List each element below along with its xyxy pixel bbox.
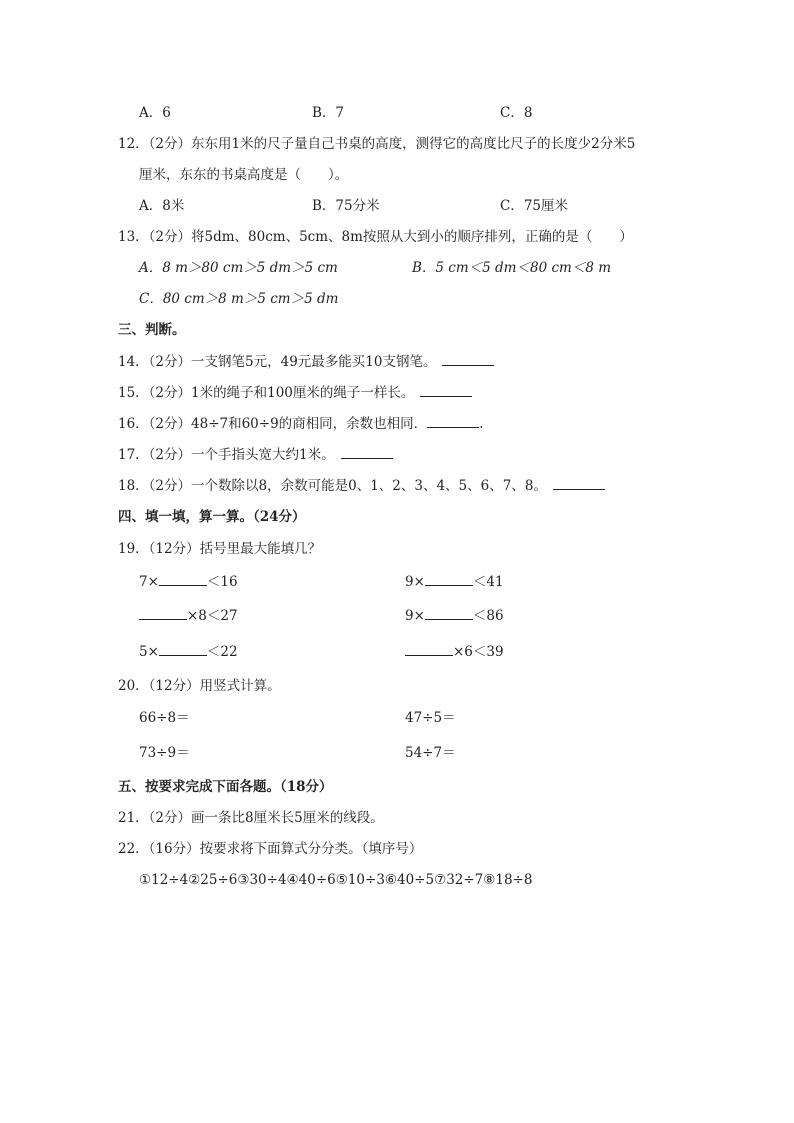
q14-row xyxy=(118,353,494,371)
q19-item-2-pre: 9× xyxy=(405,574,425,590)
q20-item-4: 54÷7＝ xyxy=(405,745,456,761)
q19-item-2-blank[interactable] xyxy=(425,573,473,586)
q22-expressions: ①12÷4②25÷6③30÷4④40÷6⑤10÷3⑥40÷5⑦32÷7⑧18÷8 xyxy=(139,872,533,888)
q18-answer-blank[interactable] xyxy=(553,477,605,490)
q20-item-2: 47÷5＝ xyxy=(405,710,456,726)
q19-item-4-pre: 9× xyxy=(405,608,425,624)
q19-item-1-blank[interactable] xyxy=(159,573,207,586)
q19-stem: 19．（12分）括号里最大能填几？ xyxy=(118,541,322,557)
q17-row xyxy=(118,446,393,464)
q11-option-a[interactable]: A．6 xyxy=(139,105,171,121)
q18-text: 18．（2分）一个数除以8，余数可能是0、1、2、3、4、5、6、7、8。 xyxy=(118,478,547,494)
q13-option-a[interactable]: A．8 m＞80 cm＞5 dm＞5 cm xyxy=(139,260,338,276)
q19-item-6 xyxy=(405,643,504,661)
q22-stem: 22．（16分）按要求将下面算式分分类。（填序号） xyxy=(118,841,423,857)
q19-item-5-blank[interactable] xyxy=(159,643,207,656)
q19-item-5 xyxy=(139,643,238,661)
q16-suffix: . xyxy=(479,416,484,432)
q15-answer-blank[interactable] xyxy=(420,384,472,397)
q19-item-1-post: ＜16 xyxy=(206,574,238,590)
q19-item-5-post: ＜22 xyxy=(206,644,238,660)
q11-option-b[interactable]: B．7 xyxy=(312,105,345,121)
q12-option-c[interactable]: C．75厘米 xyxy=(500,198,569,214)
q12-option-a[interactable]: A．8米 xyxy=(139,198,185,214)
q20-item-1: 66÷8＝ xyxy=(139,710,190,726)
q19-item-1-pre: 7× xyxy=(139,574,159,590)
q19-item-6-post: ×6＜39 xyxy=(453,644,504,660)
q19-item-2-post: ＜41 xyxy=(472,574,504,590)
q13-option-c[interactable]: C．80 cm＞8 m＞5 cm＞5 dm xyxy=(139,291,339,307)
q16-text: 16．（2分）48÷7和60÷9的商相同，余数也相同． xyxy=(118,416,428,432)
q12-option-b[interactable]: B．75分米 xyxy=(312,198,380,214)
q19-item-4-blank[interactable] xyxy=(425,607,473,620)
q19-item-2 xyxy=(405,573,504,591)
section3-title: 三、判断。 xyxy=(118,322,186,338)
q18-row xyxy=(118,477,605,495)
q19-item-1 xyxy=(139,573,238,591)
section4-title: 四、填一填，算一算。（24分） xyxy=(118,509,306,525)
q21-text: 21．（2分）画一条比8厘米长5厘米的线段。 xyxy=(118,810,384,826)
q19-item-4-post: ＜86 xyxy=(472,608,504,624)
q13-option-b[interactable]: B．5 cm＜5 dm＜80 cm＜8 m xyxy=(412,260,611,276)
q19-item-6-blank[interactable] xyxy=(405,643,453,656)
q19-item-4 xyxy=(405,607,504,625)
q12-stem-line2: 厘米，东东的书桌高度是（ ）。 xyxy=(139,167,349,183)
q13-stem: 13．（2分）将5dm、80cm、5cm、8m按照从大到小的顺序排列，正确的是（ ） xyxy=(118,229,633,245)
q17-text: 17．（2分）一个手指头宽大约1米。 xyxy=(118,447,335,463)
q19-item-5-pre: 5× xyxy=(139,644,159,660)
q11-option-c[interactable]: C．8 xyxy=(500,105,533,121)
q17-answer-blank[interactable] xyxy=(341,446,393,459)
q14-text: 14．（2分）一支钢笔5元，49元最多能买10支钢笔。 xyxy=(118,354,437,370)
q12-stem-line1: 12．（2分）东东用1米的尺子量自己书桌的高度，测得它的高度比尺子的长度少2分米5 xyxy=(118,136,636,152)
q19-item-3-post: ×8＜27 xyxy=(187,608,238,624)
q14-answer-blank[interactable] xyxy=(442,353,494,366)
section5-title: 五、按要求完成下面各题。（18分） xyxy=(118,779,333,795)
q15-row xyxy=(118,384,472,402)
q20-stem: 20．（12分）用竖式计算。 xyxy=(118,678,281,694)
q20-item-3: 73÷9＝ xyxy=(139,745,190,761)
q15-text: 15．（2分）1米的绳子和100厘米的绳子一样长。 xyxy=(118,385,415,401)
q16-answer-blank[interactable] xyxy=(427,415,479,428)
q16-row xyxy=(118,415,483,433)
q19-item-3 xyxy=(139,607,238,625)
q19-item-3-blank[interactable] xyxy=(139,607,187,620)
